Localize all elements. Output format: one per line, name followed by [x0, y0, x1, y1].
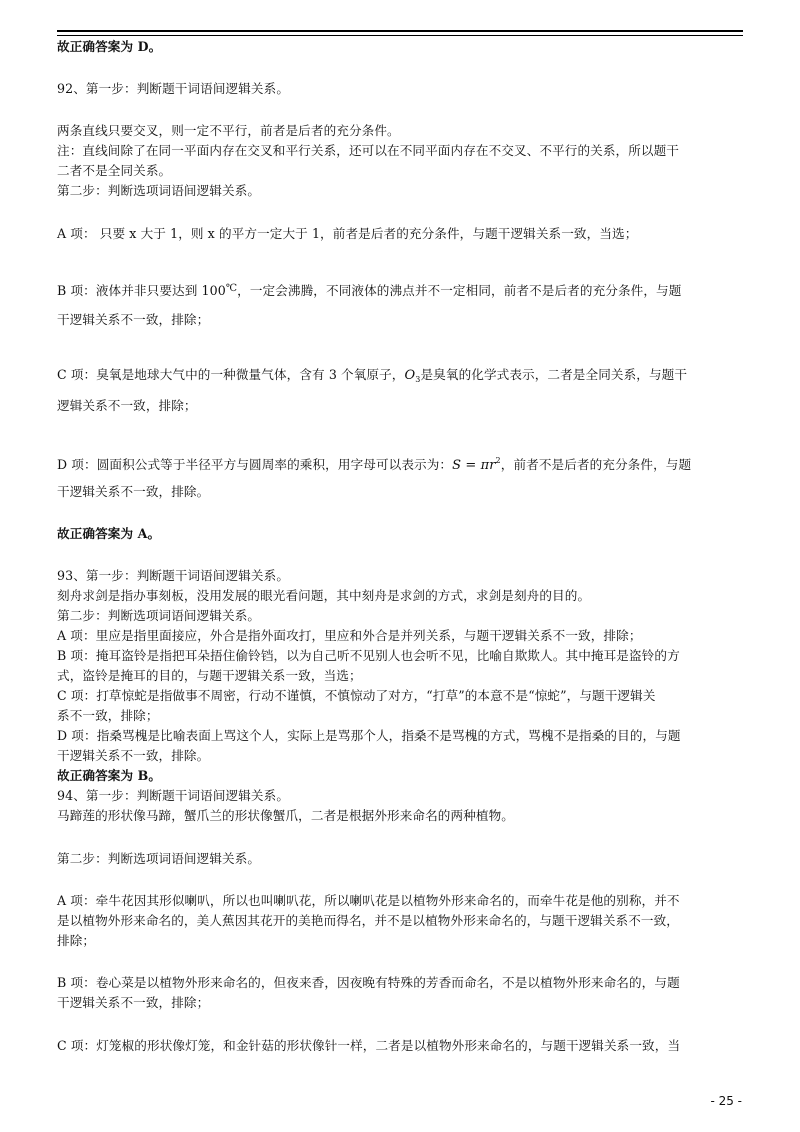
text-line: 马蹄莲的形状像马蹄，蟹爪兰的形状像蟹爪，二者是根据外形来命名的两种植物。 [57, 808, 514, 823]
text-line: 93、第一步：判断题干词语间逻辑关系。 [57, 568, 290, 583]
text-line: A 项：里应是指里面接应，外合是指外面攻打，里应和外合是并列关系，与题干逻辑关系不一致，排除； [57, 628, 642, 643]
text-line: C 项：打草惊蛇是指做事不周密，行动不谨慎，不慎惊动了对方，“打草”的本意不是“惊蛇”，与题干逻辑关 [57, 688, 656, 703]
text-line: 两条直线只要交叉，则一定不平行，前者是后者的充分条件。 [57, 123, 400, 138]
text-line: B 项：掩耳盗铃是指把耳朵捂住偷铃铛，以为自己听不见别人也会听不见，比喻自欺欺人。其中掩耳是盗铃的方 [57, 648, 680, 663]
circle-area-formula-sup: 2 [495, 456, 501, 465]
text-line: 第二步：判断选项词语间逻辑关系。 [57, 608, 261, 623]
text-line: A 项： 只要 x 大于 1，则 x 的平方一定大于 1，前者是后者的充分条件，与题干逻辑关系一致，当选； [57, 226, 638, 241]
text-line: 刻舟求剑是指办事刻板，没用发展的眼光看问题，其中刻舟是求剑的方式，求剑是刻舟的目的。 [57, 588, 591, 603]
text-line: 故正确答案为 A。 [57, 526, 161, 541]
option-b-text-post: ，一定会沸腾，不同液体的沸点并不一定相同，前者不是后者的充分条件，与题 [237, 283, 682, 298]
header-rule-thin [57, 35, 743, 36]
text-line: 逻辑关系不一致，排除； [57, 398, 197, 413]
text-line: 第二步：判断选项词语间逻辑关系。 [57, 851, 261, 866]
ozone-formula-main: O [404, 368, 416, 383]
text-line: 第二步：判断选项词语间逻辑关系。 [57, 183, 261, 198]
text-line: 干逻辑关系不一致，排除。 [57, 484, 210, 499]
celsius-symbol: ℃ [225, 283, 238, 294]
circle-area-formula-main: S = πr [452, 458, 496, 473]
text-line: 干逻辑关系不一致，排除； [57, 995, 210, 1010]
text-line: 系不一致，排除； [57, 708, 159, 723]
option-b-text-pre: B 项：液体并非只要达到 100 [57, 283, 226, 298]
text-line: 94、第一步：判断题干词语间逻辑关系。 [57, 788, 290, 803]
option-c-text-post: 是臭氧的化学式表示，二者是全同关系，与题干 [420, 367, 688, 382]
text-line: 式，盗铃是掩耳的目的，与题干逻辑关系一致，当选； [57, 668, 362, 683]
text-line: 92、第一步：判断题干词语间逻辑关系。 [57, 81, 290, 96]
ozone-formula-sub: 3 [415, 375, 421, 384]
circle-area-formula [452, 458, 501, 473]
page-number: - 25 - [710, 1094, 742, 1108]
option-d-text-pre: D 项：圆面积公式等于半径平方与圆周率的乘积，用字母可以表示为： [57, 457, 453, 472]
option-c-line [57, 367, 747, 388]
text-line: 故正确答案为 B。 [57, 768, 162, 783]
text-line: B 项：卷心菜是以植物外形来命名的，但夜来香，因夜晚有特殊的芳香而命名，不是以植物外形来命名的，与题 [57, 975, 680, 990]
option-c-text-pre: C 项：臭氧是地球大气中的一种微量气体，含有 3 个氧原子， [57, 367, 405, 382]
text-line: 干逻辑关系不一致，排除。 [57, 748, 210, 763]
text-line: 是以植物外形来命名的，美人蕉因其花开的美艳而得名，并不是以植物外形来命名的，与题干逻辑关系不一致， [57, 913, 679, 928]
text-line: D 项：指桑骂槐是比喻表面上骂这个人，实际上是骂那个人，指桑不是骂槐的方式，骂槐不是指桑的目的，与题 [57, 728, 681, 743]
text-line: 二者不是全同关系。 [57, 163, 172, 178]
ozone-formula [405, 368, 421, 383]
option-d-text-post: ，前者不是后者的充分条件，与题 [500, 457, 692, 472]
text-line: C 项：灯笼椒的形状像灯笼，和金针菇的形状像针一样，二者是以植物外形来命名的，与题干逻辑关系一致，当 [57, 1038, 681, 1053]
text-line: 故正确答案为 D。 [57, 39, 162, 54]
text-line: 排除； [57, 933, 96, 948]
option-d-line [57, 453, 747, 474]
text-line: A 项：牵牛花因其形似喇叭，所以也叫喇叭花，所以喇叭花是以植物外形来命名的，而牵牛花是他的别称，并不 [57, 893, 680, 908]
option-b-line [57, 281, 747, 299]
text-line: 干逻辑关系不一致，排除； [57, 312, 210, 327]
text-line: 注：直线间除了在同一平面内存在交叉和平行关系，还可以在不同平面内存在不交叉、不平行的关系，所以题干 [57, 143, 679, 158]
header-rule-thick [57, 30, 743, 32]
